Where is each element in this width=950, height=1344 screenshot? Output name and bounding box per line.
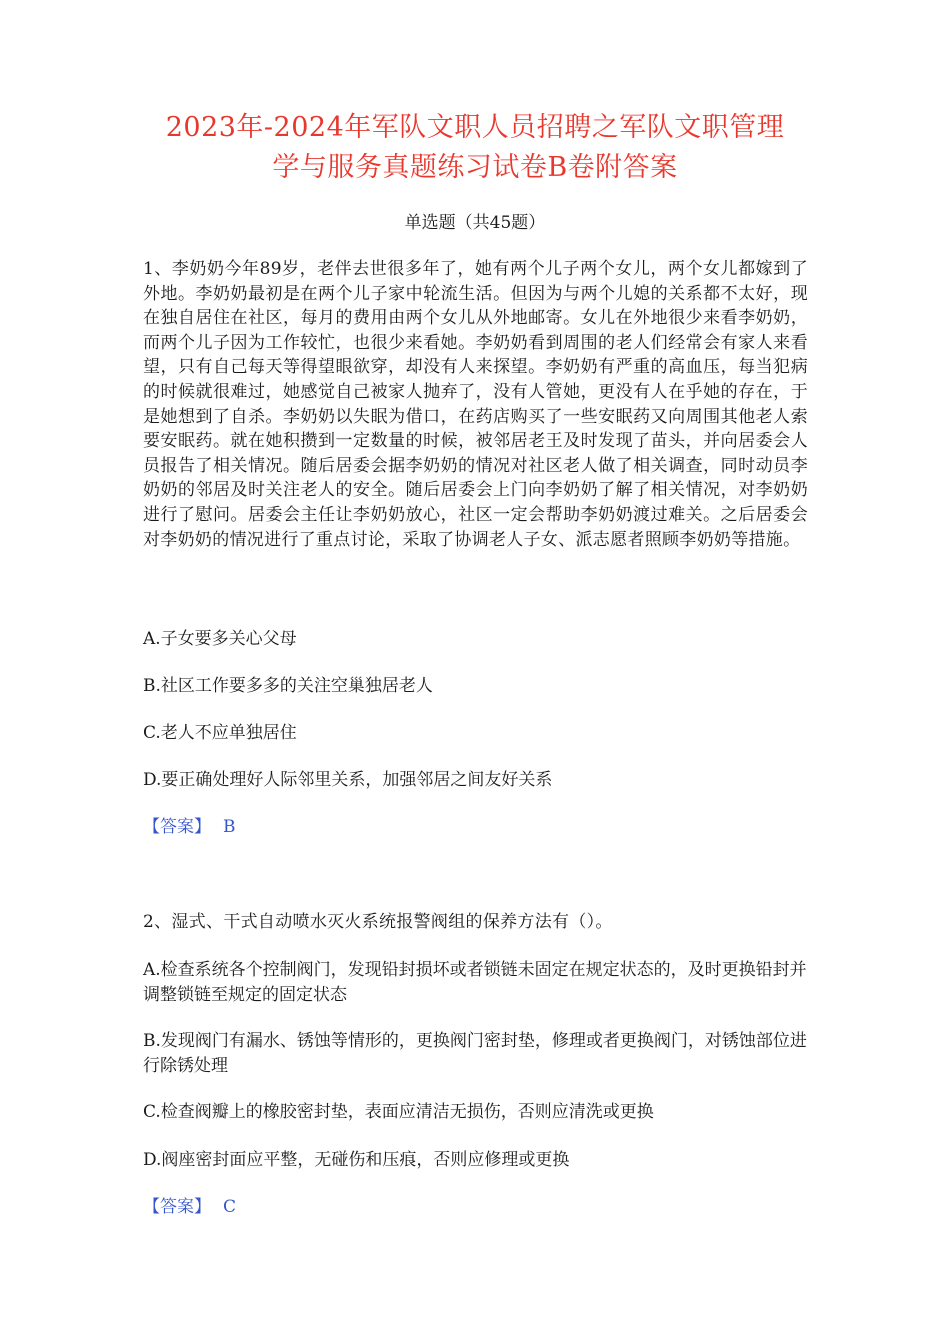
title-line-1: 2023年-2024年军队文职人员招聘之军队文职管理 (165, 112, 785, 143)
question-2-option-a: A.检查系统各个控制阀门，发现铅封损坏或者锁链未固定在规定状态的，及时更换铅封并调整锁链至规定的固定状态 (143, 960, 807, 1005)
section-heading: 单选题（共45题） (404, 213, 546, 233)
question-2-stem: 2、湿式、干式自动喷水灭火系统报警阀组的保养方法有（）。 (143, 912, 613, 932)
question-1-option-b: B.社区工作要多多的关注空巢独居老人 (143, 676, 433, 696)
question-2-option-b: B.发现阀门有漏水、锈蚀等情形的，更换阀门密封垫，修理或者更换阀门，对锈蚀部位进行除锈处理 (143, 1031, 807, 1076)
answer-value: C (223, 1197, 237, 1217)
answer-label: 【答案】 (143, 817, 211, 837)
answer-value: B (223, 817, 236, 837)
question-1-option-c: C.老人不应单独居住 (143, 723, 297, 743)
document-title (100, 108, 850, 188)
question-1-option-d: D.要正确处理好人际邻里关系，加强邻居之间友好关系 (143, 770, 553, 790)
question-2-answer (143, 1195, 808, 1220)
question-1-stem: 1、李奶奶今年89岁，老伴去世很多年了，她有两个儿子两个女儿，两个女儿都嫁到了外地。李奶奶最初是在两个儿子家中轮流生活。但因为与两个儿媳的关系都不太好，现在独自居住在社区，每月的费用由两个女儿从外地邮寄。女儿在外地很少来看李奶奶，而两个儿子因为工作较忙，也很少来看她。李奶奶看到周围的老人们经常会有家人来看望，只有自己每天等得望眼欲穿，却没有人来探望。李奶奶有严重的高血压，每当犯病的时候就很难过，她感觉自己被家人抛弃了，没有人管她，更没有人在乎她的存在，于是她想到了自杀。李奶奶以失眠为借口，在药店购买了一些安眠药又向周围其他老人索要安眠药。就在她积攒到一定数量的时候，被邻居老王及时发现了苗头，并向居委会人员报告了相关情况。随后居委会据李奶奶的情况对社区老人做了相关调查，同时动员李奶奶的邻居及时关注老人的安全。随后居委会上门向李奶奶了解了相关情况，对李奶奶进行了慰问。居委会主任让李奶奶放心，社区一定会帮助李奶奶渡过难关。之后居委会对李奶奶的情况进行了重点讨论，采取了协调老人子女、派志愿者照顾李奶奶等措施。 (143, 259, 808, 550)
answer-label: 【答案】 (143, 1197, 211, 1217)
question-2-option-c: C.检查阀瓣上的橡胶密封垫，表面应清洁无损伤，否则应清洗或更换 (143, 1102, 654, 1122)
question-2-option-d: D.阀座密封面应平整，无碰伤和压痕，否则应修理或更换 (143, 1150, 570, 1170)
title-line-2: 学与服务真题练习试卷B卷附答案 (272, 152, 678, 183)
question-1-option-a: A.子女要多关心父母 (143, 629, 297, 649)
question-1-answer (143, 815, 808, 840)
